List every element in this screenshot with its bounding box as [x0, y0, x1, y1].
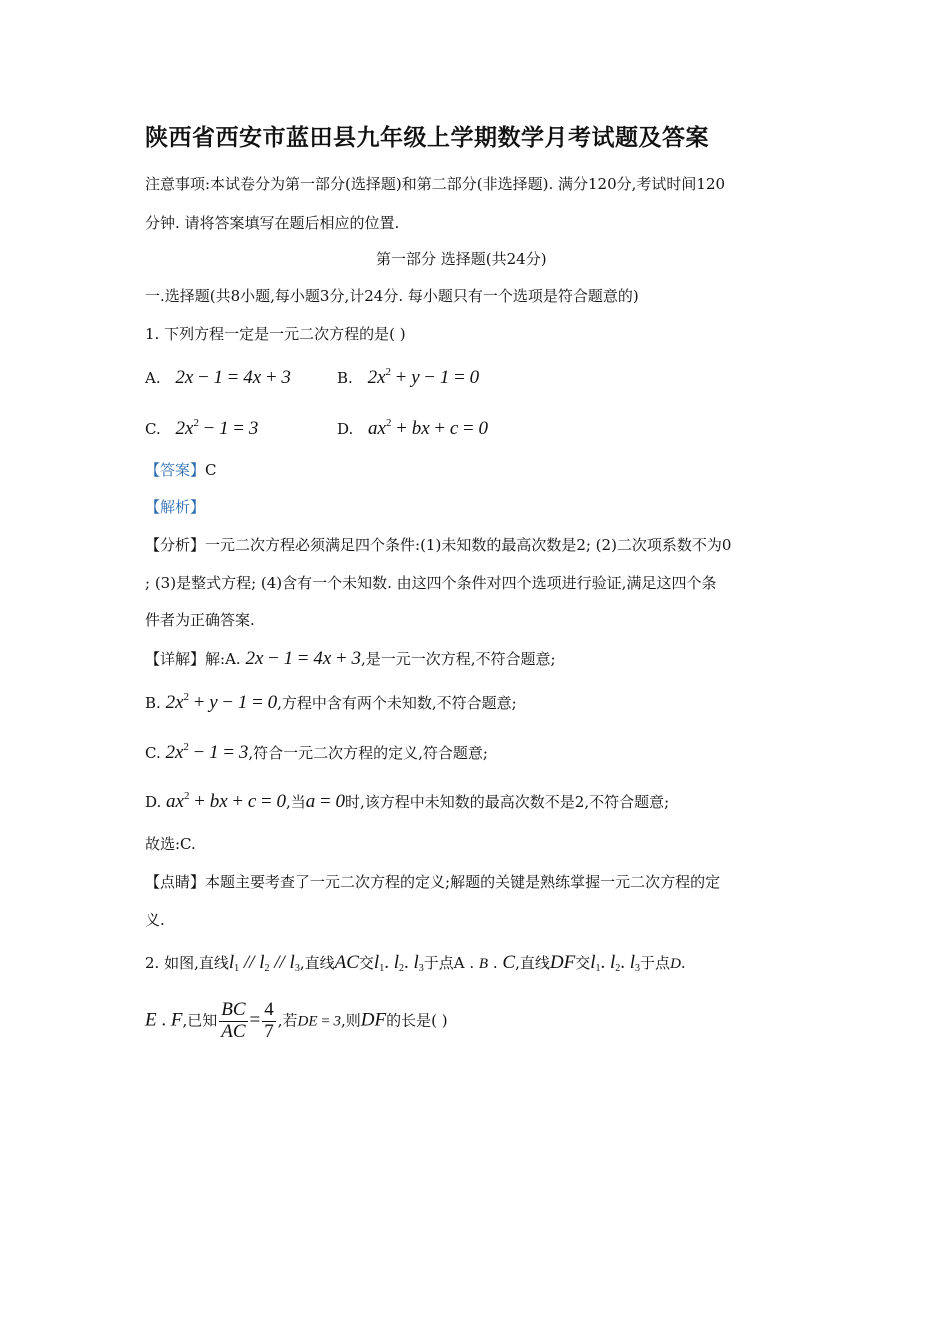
q2-t8: ,若 — [277, 1011, 298, 1030]
q2-de-value: DE = 3 — [297, 1013, 341, 1030]
option-b-label: B. — [337, 369, 353, 387]
q2-lines-1: l1. l2. l3 — [373, 952, 424, 974]
dianjing-line-1 — [145, 873, 720, 892]
q2-t6: 于点 — [640, 954, 671, 972]
option-c — [145, 417, 258, 441]
answer-value: C — [205, 461, 217, 479]
q2-t3: 于点A — [423, 954, 465, 972]
analysis-tag: 【解析】 — [145, 498, 206, 516]
xiangjie-b-text: ,方程中含有两个未知数,不符合题意; — [277, 694, 517, 712]
option-b — [337, 366, 479, 390]
q2-parallel-formula: l1 // l2 // l3 — [228, 952, 300, 974]
xiangjie-line-d — [145, 790, 669, 814]
xiangjie-d-prefix: D. — [145, 793, 167, 811]
fenxi-tag: 【分析】 — [145, 536, 206, 554]
question-2-line-1: 2. 如图,直线l1 // l2 // l3,直线AC交l1. l2. l3于点A . B . C,直线DF交l1. l2. l3于点D. — [145, 952, 686, 974]
xiangjie-tag: 【详解】 — [145, 650, 206, 668]
q2-df-2: DF — [360, 1009, 387, 1031]
xiangjie-d-text: 时,该方程中未知数的最高次数不是2,不符合题意; — [345, 793, 670, 811]
option-d-formula: $ax^2$ + bx + c = 0 — [368, 417, 489, 439]
q2-point-d: D — [670, 956, 681, 972]
q2-fraction: $\frac{BC}{AC}$ — [221, 999, 246, 1042]
q2-t9: ,则 — [341, 1011, 361, 1030]
notice-line-2: 分钟. 请将答案填写在题后相应的位置. — [145, 214, 400, 232]
xiangjie-line-b — [145, 691, 517, 715]
option-d — [337, 417, 488, 441]
fenxi-line-2: ; (3)是整式方程; (4)含有一个未知数. 由这四个条件对四个选项进行验证,满足这四个条 — [145, 574, 717, 592]
xiangjie-a-prefix: 解:A. — [205, 650, 246, 668]
xiangjie-line-c — [145, 741, 488, 765]
dianjing-text-1: 本题主要考查了一元二次方程的定义;解题的关键是熟练掌握一元二次方程的定 — [205, 873, 721, 891]
xiangjie-line-a — [145, 647, 556, 671]
part-heading: 第一部分 选择题(共24分) — [376, 250, 547, 268]
page-title: 陕西省西安市蓝田县九年级上学期数学月考试题及答案 — [145, 125, 709, 151]
option-c-label: C. — [145, 420, 161, 438]
xiangjie-c-text: ,符合一元二次方程的定义,符合题意; — [248, 744, 488, 762]
question-2-line-2: E . F,已知 $\frac{BC}{AC}$ = $\frac{4}{7}$ ,若DE = 3,则DF的长是( ) — [145, 999, 448, 1042]
xiangjie-b-formula: $2x^2 + y - 1 = 0$ — [165, 691, 278, 713]
q2-df: DF — [549, 952, 576, 973]
q2-t2: 交 — [358, 954, 374, 972]
answer-line — [145, 461, 217, 480]
q2-t5: 交 — [575, 954, 591, 972]
xiangjie-a-text: ,是一元一次方程,不符合题意; — [360, 650, 556, 668]
q2-fraction-value: $\frac{4}{7}$ — [264, 999, 274, 1042]
xiangjie-d-mid: ,当 — [286, 793, 306, 811]
q2-t7: ,已知 — [182, 1011, 218, 1030]
option-a-label: A. — [145, 369, 161, 387]
q2-t4: ,直线 — [515, 954, 550, 972]
q2-lines-2: l1. l2. l3 — [590, 952, 641, 974]
option-d-label: D. — [337, 420, 354, 438]
xiangjie-c-prefix: C. — [145, 744, 166, 762]
fenxi-text-1: 一元二次方程必须满足四个条件:(1)未知数的最高次数是2; (2)二次项系数不为0 — [205, 536, 732, 554]
option-a-formula: 2x − 1 = 4x + 3 — [175, 367, 291, 388]
xiangjie-d-condition: a = 0 — [305, 791, 345, 812]
fenxi-line-1 — [145, 536, 731, 555]
dianjing-line-2: 义. — [145, 911, 165, 929]
q2-point-c: C — [502, 952, 516, 973]
notice-line-1: 注意事项:本试卷分为第一部分(选择题)和第二部分(非选择题). 满分120分,考试时间120 — [145, 175, 726, 193]
q2-point-b: B — [478, 956, 489, 972]
question-1-stem: 1. 下列方程一定是一元二次方程的是( ) — [145, 325, 406, 343]
option-c-formula: $2x^2 - 1 = 3$ — [175, 417, 259, 439]
q2-t1: ,直线 — [299, 954, 335, 972]
section-heading: 一.选择题(共8小题,每小题3分,计24分. 每小题只有一个选项是符合题意的) — [145, 287, 639, 305]
fenxi-line-3: 件者为正确答案. — [145, 611, 255, 629]
q2-prefix: 2. 如图,直线 — [145, 954, 229, 972]
answer-tag: 【答案】 — [145, 461, 206, 479]
dianjing-tag: 【点睛】 — [145, 873, 206, 891]
q2-points-ef: E . F — [145, 1009, 183, 1031]
xiangjie-a-formula: 2x − 1 = 4x + 3 — [245, 648, 361, 669]
xiangjie-d-formula: $ax^2$ + bx + c = 0 — [166, 790, 286, 812]
xiangjie-b-prefix: B. — [145, 694, 166, 712]
q2-ac: AC — [334, 952, 359, 973]
guxuan-line: 故选:C. — [145, 835, 196, 853]
option-b-formula: $2x^2 + y - 1 = 0$ — [367, 366, 480, 388]
option-a — [145, 366, 291, 390]
q2-t10: 的长是( ) — [386, 1011, 448, 1030]
xiangjie-c-formula: $2x^2 - 1 = 3$ — [165, 741, 249, 763]
